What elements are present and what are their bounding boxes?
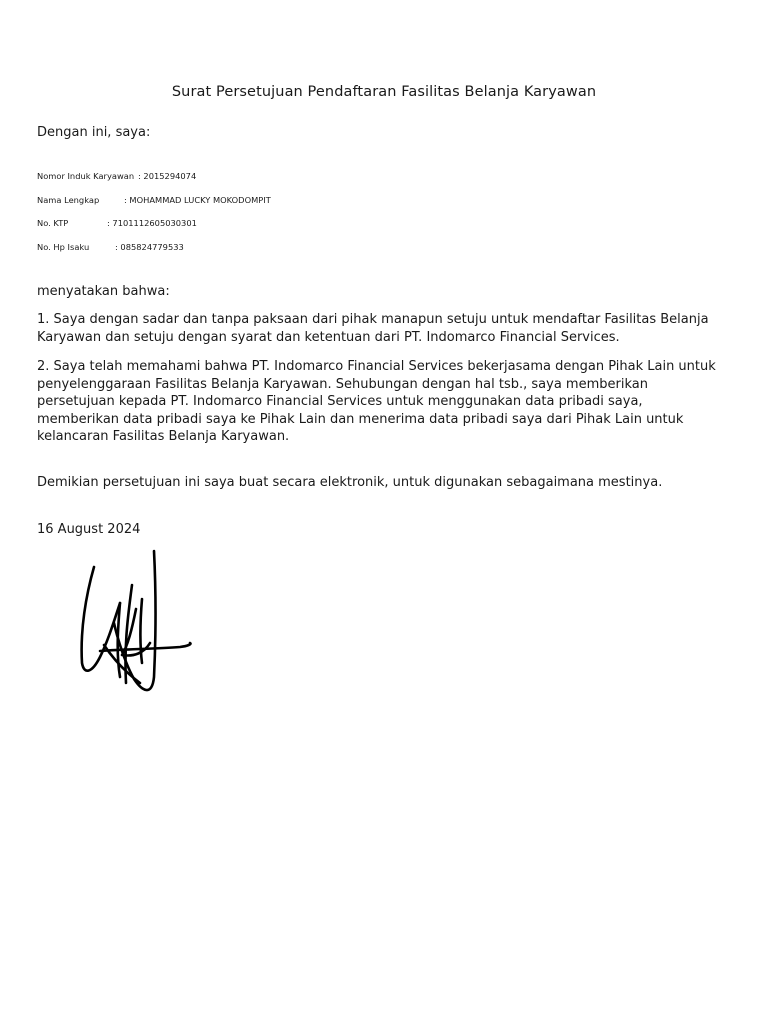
field-phone [37,241,184,266]
document-title: Surat Persetujuan Pendaftaran Fasilitas Belanja Karyawan [171,84,597,100]
identity-fields [37,171,271,265]
field-label: Nama Lengkap [37,194,100,205]
statement-heading: menyatakan bahwa: [37,284,170,299]
handwritten-signature [70,545,200,705]
field-label: No. Hp Isaku [37,241,90,252]
field-full-name [37,194,271,219]
closing-text: Demikian persetujuan ini saya buat secara elektronik, untuk digunakan sebagaimana mestinya. [37,475,663,490]
statement-paragraph-2: 2. Saya telah memahami bahwa PT. Indomarco Financial Services bekerjasama dengan Pihak Lain untuk penyelenggaraan Fasilitas Belanja Karyawan. Sehubungan dengan hal tsb., saya memberikan persetujuan kepada PT. Indomarco Financial Services untuk menggunakan data pribadi saya, memberikan data pribadi saya ke Pihak Lain dan menerima data pribadi saya dari Pihak Lain untuk kelancaran Fasilitas Belanja Karyawan. [37,359,716,444]
signing-date: 16 August 2024 [37,522,141,537]
field-label: Nomor Induk Karyawan [37,171,135,181]
intro-text: Dengan ini, saya: [37,125,151,140]
field-ktp [37,218,197,242]
field-value: : MOHAMMAD LUCKY MOKODOMPIT [124,194,271,205]
field-value: : 2015294074 [138,171,197,181]
field-value: : 085824779533 [115,241,184,252]
field-label: No. KTP [37,218,69,228]
statement-paragraph-1: 1. Saya dengan sadar dan tanpa paksaan dari pihak manapun setuju untuk mendaftar Fasilitas Belanja Karyawan dan setuju dengan syarat dan ketentuan dari PT. Indomarco Financial Services. [37,312,709,345]
field-employee-id [37,171,197,195]
field-value: : 7101112605030301 [107,218,197,228]
